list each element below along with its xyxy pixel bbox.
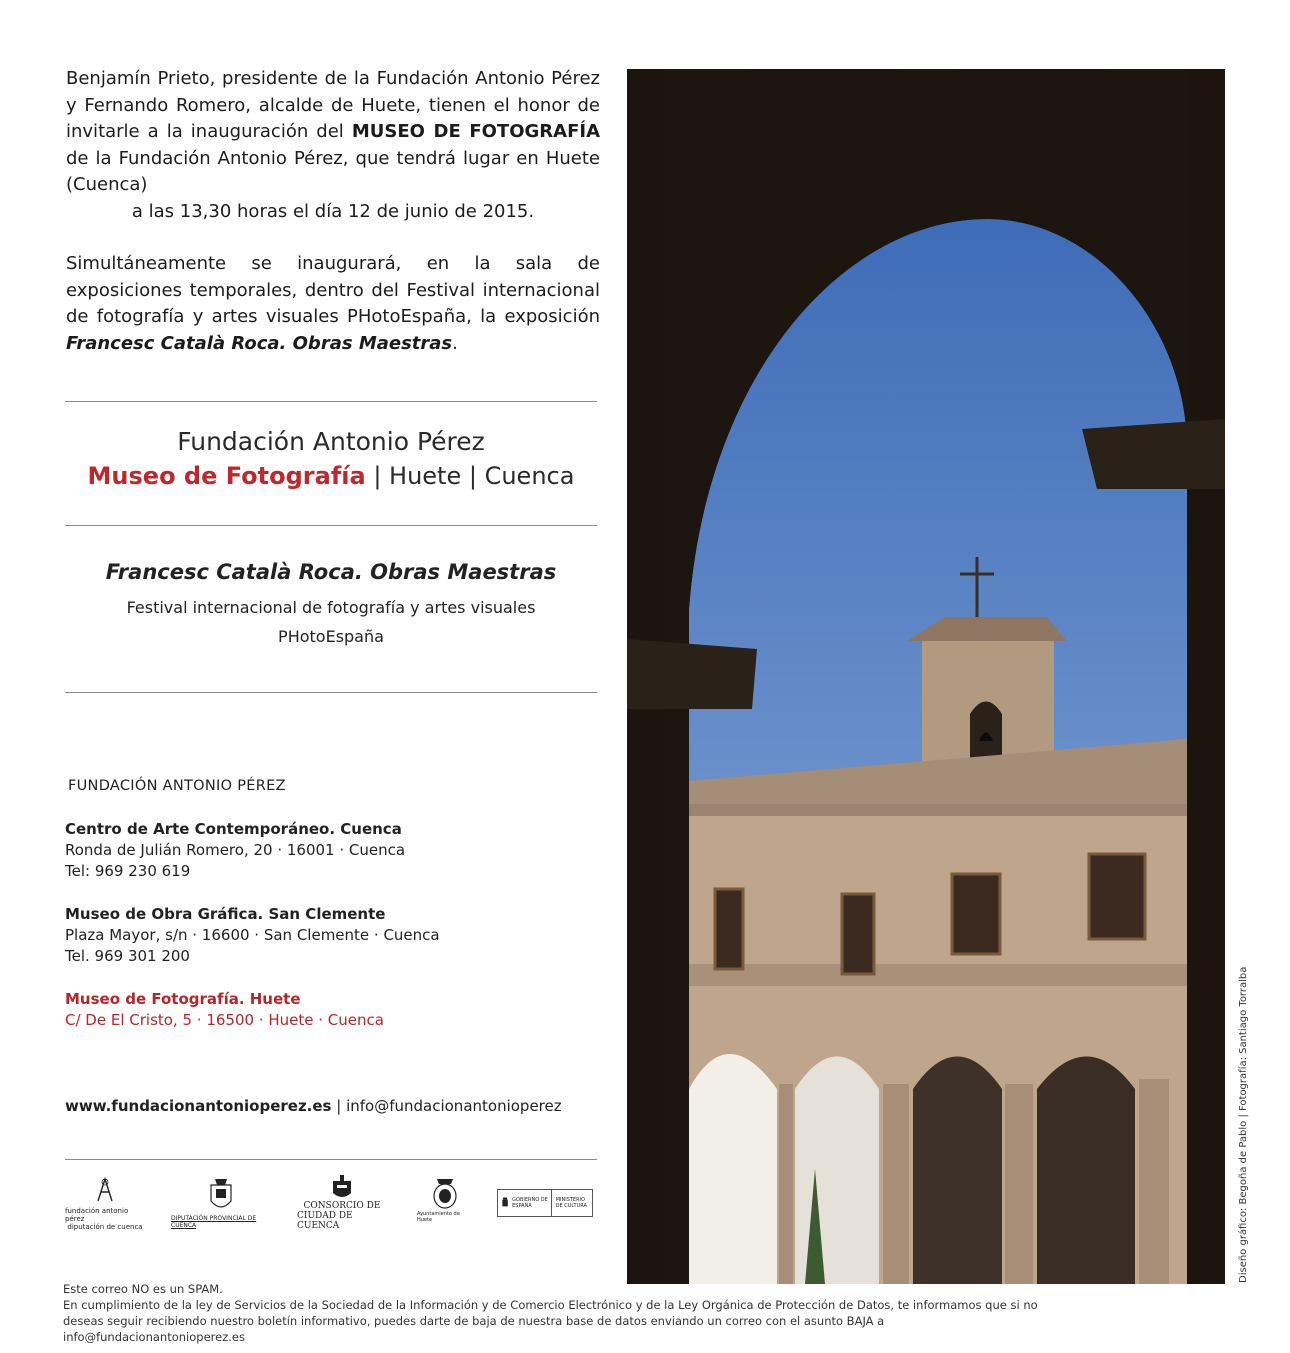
invitation-text — [66, 66, 600, 383]
divider — [65, 525, 597, 526]
museum-name: Museo de Fotografía — [87, 462, 366, 490]
foundation-header — [65, 427, 597, 490]
exhibition-festival: Festival internacional de fotografía y artes visuales — [126, 598, 536, 617]
contact-center-highlight — [65, 989, 605, 1031]
invitation-date: a las 13,30 horas el día 12 de junio de 2015. — [131, 200, 535, 222]
center-name: Centro de Arte Contemporáneo. Cuenca — [65, 820, 402, 838]
center-phone: Tel. 969 301 200 — [65, 947, 190, 965]
exhibition-highlight: Francesc Català Roca. Obras Maestras — [66, 332, 453, 354]
invitation-text-b: de la Fundación Antonio Pérez, que tendrá lugar en Huete (Cuenca) — [66, 147, 600, 195]
footer-disclaimer — [63, 1281, 1063, 1345]
logo-text: DIPUTACIÓN PROVINCIAL DE CUENCA — [171, 1215, 257, 1229]
divider — [65, 692, 597, 693]
exhibition-title: Francesc Català Roca. Obras Maestras — [105, 560, 557, 584]
gobierno-block — [498, 1190, 552, 1216]
center-name: Museo de Fotografía. Huete — [65, 990, 301, 1008]
province-name: Cuenca — [484, 462, 575, 490]
website-link[interactable]: www.fundacionantonioperez.es — [65, 1097, 332, 1115]
footer-line: Este correo NO es un SPAM. — [63, 1282, 223, 1296]
divider — [65, 401, 597, 402]
logo-text: GOBIERNO DE ESPAÑA — [512, 1197, 548, 1209]
contact-center — [65, 819, 605, 882]
logo-text: MINISTERIO DE CULTURA — [555, 1197, 587, 1209]
center-address: C/ De El Cristo, 5 · 16500 · Huete · Cuenca — [65, 1011, 384, 1029]
logo-text: CONSORCIO DE — [303, 1201, 381, 1211]
logo-text: CIUDAD DE CUENCA — [297, 1211, 353, 1231]
gobierno-logo — [497, 1189, 593, 1217]
crest-icon — [330, 1175, 354, 1201]
fundacion-monogram-icon — [90, 1175, 120, 1205]
logo-text: Ayuntamiento de Huete — [417, 1211, 460, 1223]
spain-coat-of-arms-icon — [501, 1195, 509, 1211]
foundation-subtitle — [65, 462, 597, 490]
center-address: Plaza Mayor, s/n · 16600 · San Clemente · Cuenca — [65, 926, 440, 944]
separator: | — [331, 1097, 347, 1115]
footer-line: En cumplimiento de la ley de Servicios de la Sociedad de la Información y de Comercio Electrónico y de la Ley Orgánica de Protección de Datos, te informamos que si no — [63, 1298, 1038, 1312]
sponsor-logos — [65, 1175, 605, 1235]
museum-highlight: MUSEO DE FOTOGRAFÍA — [351, 121, 600, 142]
logo-text: diputación de cuenca — [67, 1223, 143, 1231]
invitation-period: . — [452, 332, 458, 354]
center-phone: Tel: 969 230 619 — [65, 862, 191, 880]
town-name: Huete — [389, 462, 462, 490]
email-link[interactable]: info@fundacionantonioperez — [346, 1097, 562, 1115]
divider — [65, 1159, 597, 1160]
contact-center — [65, 904, 605, 967]
exhibition-festival-name: PHotoEspaña — [278, 627, 384, 646]
invitation-text-a: Benjamín Prieto, presidente de la Fundación Antonio Pérez y Fernando Romero, alcalde de Huete, tienen el honor de invitarle a la inauguración del — [66, 68, 600, 142]
cloister-photo — [627, 69, 1225, 1284]
coat-of-arms-icon — [208, 1175, 234, 1215]
contacts-heading: FUNDACIÓN ANTONIO PÉREZ — [68, 778, 286, 794]
center-name: Museo de Obra Gráfica. San Clemente — [65, 905, 386, 923]
web-links — [65, 1097, 562, 1115]
invitation-paragraph-2 — [66, 251, 600, 357]
exhibition-block — [65, 560, 597, 646]
logo-text: fundación antonio pérez — [65, 1207, 129, 1223]
municipal-shield-icon — [430, 1175, 460, 1211]
cloister-illustration — [627, 69, 1225, 1284]
contacts — [65, 776, 605, 1031]
separator: | — [461, 462, 485, 490]
ayuntamiento-logo — [417, 1175, 473, 1223]
separator: | — [365, 462, 390, 490]
consorcio-logo — [297, 1175, 387, 1231]
photo-credit: Diseño gráfico: Begoña de Pablo | Fotografía: Santiago Torralba — [1238, 966, 1249, 1283]
diputacion-logo — [171, 1175, 271, 1229]
center-address: Ronda de Julián Romero, 20 · 16001 · Cuenca — [65, 841, 406, 859]
invitation-text-c: Simultáneamente se inaugurará, en la sala de exposiciones temporales, dentro del Festival internacional de fotografía y artes visuales PHotoEspaña, la exposición — [66, 253, 600, 327]
invitation-paragraph-1 — [66, 66, 600, 225]
foundation-title: Fundación Antonio Pérez — [177, 427, 485, 456]
fundacion-logo — [65, 1175, 145, 1231]
footer-line: deseas seguir recibiendo nuestro boletín informativo, puedes darte de baja de nuestra base de datos enviando un correo con el asunto BAJA a info@fundacionantonioperez.es — [63, 1314, 885, 1344]
